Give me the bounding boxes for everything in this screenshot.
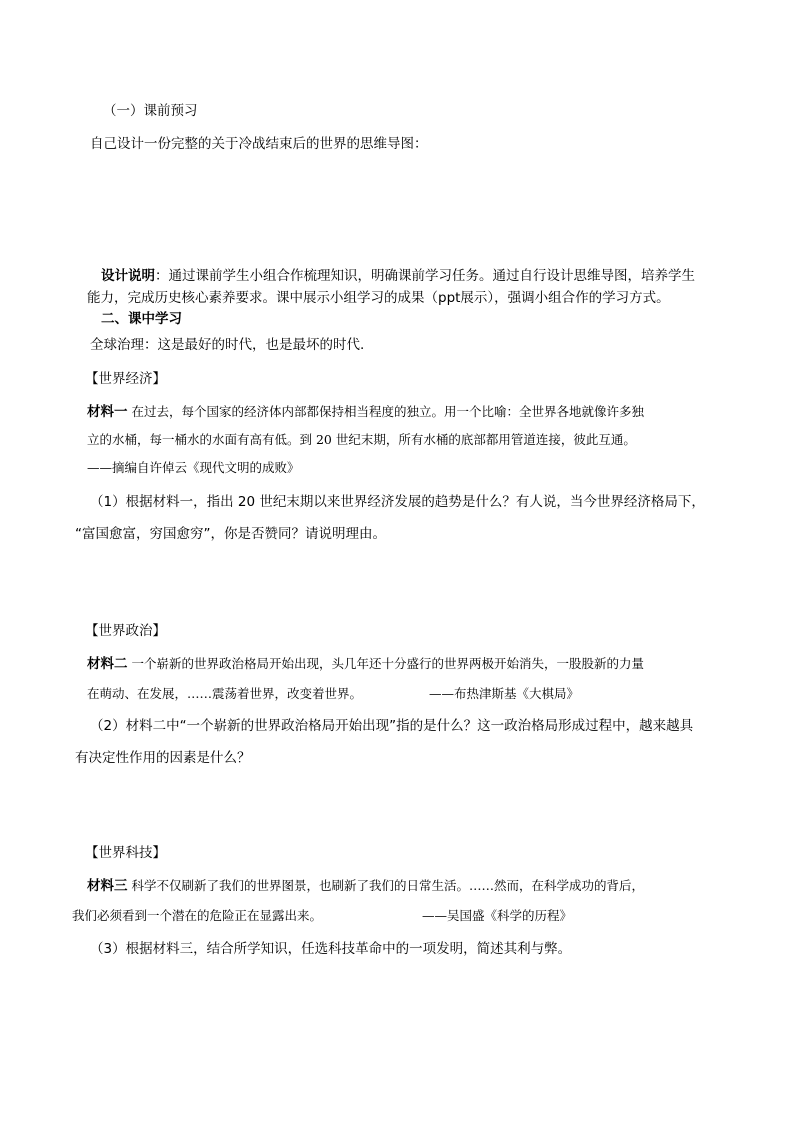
economy-question-line2: “富国愈富，穷国愈穷”，你是否赞同？请说明理由。: [75, 526, 386, 542]
design-note-line2: 能力，完成历史核心素养要求。课中展示小组学习的成果（ppt展示），强调小组合作的学习方式。: [87, 290, 670, 306]
in-class-intro: 全球治理：这是最好的时代，也是最坏的时代.: [90, 337, 365, 353]
design-note-label: 设计说明: [101, 268, 155, 284]
politics-question-line2: 有决定性作用的因素是什么？: [75, 750, 251, 766]
science-source: ——吴国盛《科学的历程》: [422, 908, 573, 923]
economy-material-line2: 立的水桶，每一桶水的水面有高有低。到 20 世纪末期，所有水桶的底部都用管道连接，彼此互通。: [87, 432, 636, 447]
economy-question-line1: （1）根据材料一，指出 20 世纪末期以来世界经济发展的趋势是什么？有人说，当今世界经济格局下，: [90, 494, 705, 510]
science-question: （3）根据材料三，结合所学知识，任选科技革命中的一项发明，简述其利与弊。: [90, 941, 572, 957]
politics-material-line2: 在萌动、在发展，……震荡着世界，改变着世界。: [87, 686, 363, 701]
preview-heading: （一）课前预习: [103, 103, 198, 119]
science-material-line2: 我们必须看到一个潜在的危险正在显露出来。: [72, 908, 323, 923]
economy-material-text: 在过去，每个国家的经济体内部都保持相当程度的独立。用一个比喻：全世界各地就像许多独: [127, 404, 644, 419]
design-note-text: ：通过课前学生小组合作梳理知识，明确课前学习任务。通过自行设计思维导图，培养学生: [155, 268, 695, 284]
politics-heading: 【世界政治】: [85, 623, 166, 639]
economy-source: ——摘编自许倬云《现代文明的成败》: [87, 460, 300, 475]
politics-material-line1: [87, 654, 644, 674]
politics-source: ——布热津斯基《大棋局》: [429, 686, 580, 701]
politics-question-line1: （2）材料二中“一个崭新的世界政治格局开始出现”指的是什么？这一政治格局形成过程中，越来越具: [90, 718, 694, 734]
science-material-line1: [87, 876, 644, 896]
preview-task: 自己设计一份完整的关于冷战结束后的世界的思维导图：: [90, 136, 428, 152]
politics-material-label: 材料二: [87, 656, 128, 672]
design-note-line1: [101, 266, 695, 286]
economy-heading: 【世界经济】: [85, 371, 166, 387]
economy-material-label: 材料一: [87, 404, 128, 420]
science-material-text: 科学不仅刷新了我们的世界图景，也刷新了我们的日常生活。……然而，在科学成功的背后，: [127, 878, 644, 893]
in-class-heading: 二、课中学习: [101, 311, 182, 327]
science-material-label: 材料三: [87, 878, 128, 894]
politics-material-text: 一个崭新的世界政治格局开始出现，头几年还十分盛行的世界两极开始消失，一股股新的力量: [127, 656, 644, 671]
science-heading: 【世界科技】: [85, 845, 166, 861]
economy-material-line1: [87, 402, 644, 422]
